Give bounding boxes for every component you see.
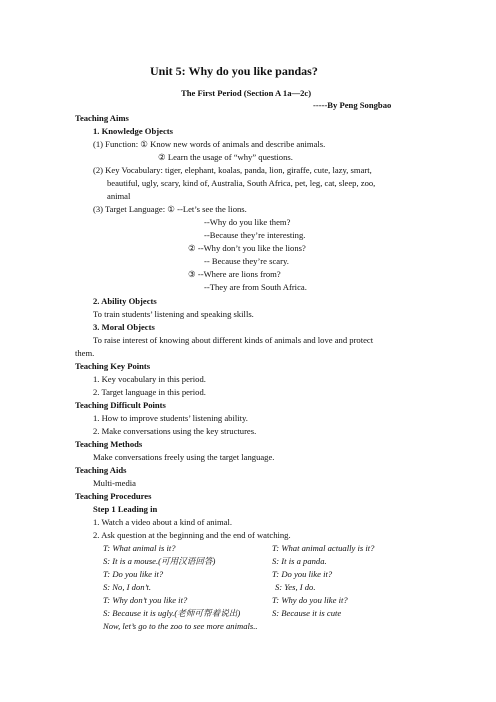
dialog-left-line: S: Because it is ugly.(老师可帮着说出) [103,608,241,618]
aids-heading: Teaching Aids [75,465,127,475]
procedure-item-2: 2. Ask question at the beginning and the end of watching. [93,530,291,540]
moral-objects-heading: 3. Moral Objects [93,322,155,332]
aids-text: Multi-media [93,478,136,488]
dialog-right-line: S: Because it is cute [272,608,342,618]
step-1-heading: Step 1 Leading in [93,504,158,514]
vocabulary-line-1: (2) Key Vocabulary: tiger, elephant, koalas, panda, lion, giraffe, cute, lazy, smart, [93,165,372,175]
target-language-line-5: -- Because they’re scary. [204,256,289,266]
procedure-item-1: 1. Watch a video about a kind of animal. [93,517,232,527]
target-language-line-4: ② --Why don’t you like the lions? [188,243,306,253]
function-line-1: (1) Function: ① Know new words of animals and describe animals. [93,139,326,149]
document-title: Unit 5: Why do you like pandas? [150,64,318,78]
dialog-left-line: S: No, I don’t. [103,582,151,592]
closing-line: Now, let’s go to the zoo to see more animals.. [103,621,258,631]
difficult-points-heading: Teaching Difficult Points [75,400,166,410]
key-points-item-2: 2. Target language in this period. [93,387,206,397]
dialog-left-line: T: Do you like it? [103,569,164,579]
vocabulary-line-3: animal [107,191,131,201]
function-line-2: ② Learn the usage of “why” questions. [158,152,293,162]
methods-text: Make conversations freely using the target language. [93,452,275,462]
key-points-item-1: 1. Key vocabulary in this period. [93,374,206,384]
dialog-right-line: T: What animal actually is it? [272,543,375,553]
target-language-line-6: ③ --Where are lions from? [188,269,281,279]
procedures-heading: Teaching Procedures [75,491,152,501]
target-language-line-1: (3) Target Language: ① --Let’s see the lions. [93,204,247,214]
dialog-right-line: S: It is a panda. [272,556,327,566]
dialog-right-line: S: Yes, I do. [275,582,316,592]
dialog-left-line: S: It is a mouse.(可用汉语回答) [103,556,216,566]
target-language-line-2: --Why do you like them? [204,217,291,227]
difficult-points-item-2: 2. Make conversations using the key structures. [93,426,257,436]
key-points-heading: Teaching Key Points [75,361,151,371]
vocabulary-line-2: beautiful, ugly, scary, kind of, Australia, South Africa, pet, leg, cat, sleep, zoo, [107,178,376,188]
dialog-left-line: T: Why don’t you like it? [103,595,188,605]
ability-objects-heading: 2. Ability Objects [93,296,157,306]
target-language-line-3: --Because they’re interesting. [204,230,306,240]
ability-objects-text: To train students’ listening and speaking skills. [93,309,254,319]
moral-objects-text-1: To raise interest of knowing about different kinds of animals and love and protect [93,335,374,345]
difficult-points-item-1: 1. How to improve students’ listening ability. [93,413,248,423]
teaching-aims-heading: Teaching Aims [75,113,129,123]
dialog-left-line: T: What animal is it? [103,543,176,553]
target-language-line-7: --They are from South Africa. [204,282,307,292]
moral-objects-text-2: them. [75,348,95,358]
dialog-right-line: T: Why do you like it? [272,595,348,605]
methods-heading: Teaching Methods [75,439,143,449]
document-subtitle: The First Period (Section A 1a—2c) [181,88,312,98]
dialog-right-line: T: Do you like it? [272,569,333,579]
knowledge-objects-heading: 1. Knowledge Objects [93,126,173,136]
author-line: -----By Peng Songbao [313,100,392,110]
